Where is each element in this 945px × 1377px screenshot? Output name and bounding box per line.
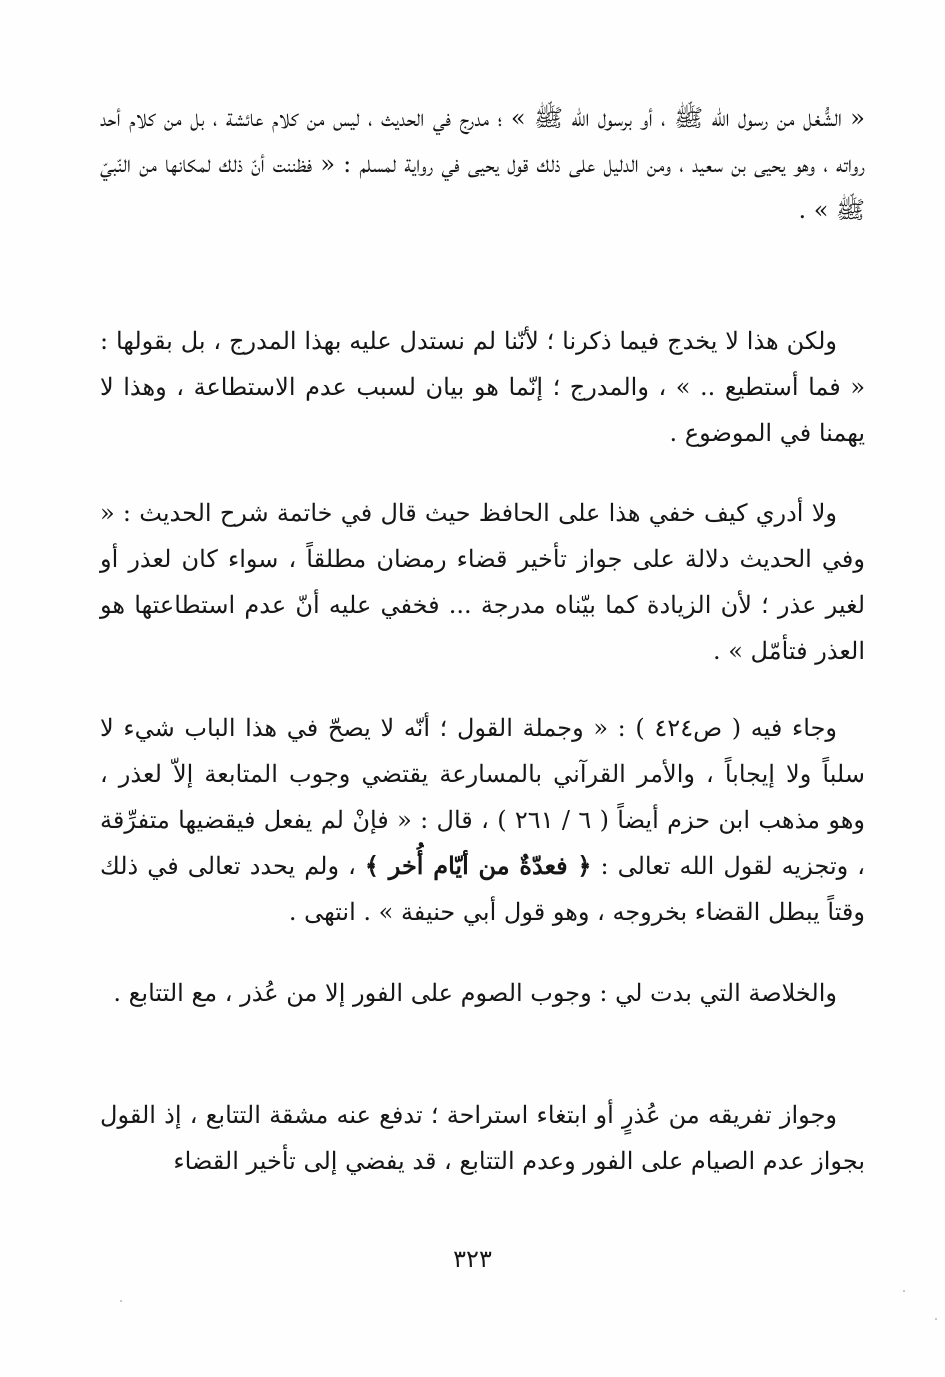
paragraph-2 bbox=[100, 318, 865, 456]
paragraph-4-before-quote: وجاء فيه ( ص٤٢٤ ) : « وجملة القول ؛ أنّه لا يصحّ في هذا الباب شيء لا سلباً ولا إيجاباً ، والأمر القرآني بالمسارعة يقتضي وجوب المتابعة إلاّ لعذر ، وهو مذهب ابن حزم أيضاً ( ٦ / ٢٦١ ) ، قال : « فإنْ لم يفعل فيقضيها متفرِّقة ، وتجزيه لقول الله تعالى : bbox=[100, 714, 866, 880]
paragraph-1-text: « الشُّغل من رسول الله ﷺ ، أو برسول الله ﷺ » ؛ مدرج في الحديث ، ليس من كلام عائشة ، بل من كلام أحد رواته ، وهو يحيى بن سعيد ، ومن الدليل على ذلك قول يحيى في رواية لمسلم : « فظننت أنّ ذلك لمكانها من النّبيّ ﷺ » . bbox=[100, 104, 865, 224]
paragraph-5 bbox=[100, 970, 865, 1016]
paragraph-1 bbox=[100, 95, 865, 233]
page-number: ٣٢٣ bbox=[453, 1245, 492, 1273]
quran-verse-quote: ﴿ فعدّةٌ من أيّام أُخر ﴾ bbox=[364, 851, 592, 880]
paragraph-4-after-quote: ، ولم يحدد تعالى في ذلك وقتاً يبطل القضاء بخروجه ، وهو قول أبي حنيفة » . انتهى . bbox=[100, 852, 865, 926]
paragraph-3-text: ولا أدري كيف خفي هذا على الحافظ حيث قال في خاتمة شرح الحديث : « وفي الحديث دلالة على جواز تأخير قضاء رمضان مطلقاً ، سواء كان لعذر أو لغير عذر ؛ لأن الزيادة كما بيّناه مدرجة ... فخفي عليه أنّ عدم استطاعتها هو العذر فتأمّل » . bbox=[100, 499, 866, 665]
scan-speck bbox=[120, 1300, 122, 1302]
paragraph-3 bbox=[100, 490, 865, 674]
paragraph-4-text bbox=[100, 705, 865, 935]
paragraph-6-text: وجواز تفريقه من عُذرٍ أو ابتغاء استراحة ؛ تدفع عنه مشقة التتابع ، إذ القول بجواز عدم الصيام على الفور وعدم التتابع ، قد يفضي إلى تأخير القضاء bbox=[100, 1101, 865, 1175]
paragraph-4 bbox=[100, 705, 865, 935]
paragraph-5-text: والخلاصة التي بدت لي : وجوب الصوم على الفور إلا من عُذر ، مع التتابع . bbox=[113, 979, 837, 1007]
scan-speck bbox=[935, 1318, 937, 1320]
paragraph-2-text: ولكن هذا لا يخدج فيما ذكرنا ؛ لأنّنا لم نستدل عليه بهذا المدرج ، بل بقولها : « فما أستطيع .. » ، والمدرج ؛ إنّما هو بيان لسبب عدم الاستطاعة ، وهذا لا يهمنا في الموضوع . bbox=[100, 327, 865, 447]
scan-speck bbox=[903, 1290, 905, 1292]
paragraph-6 bbox=[100, 1092, 865, 1184]
